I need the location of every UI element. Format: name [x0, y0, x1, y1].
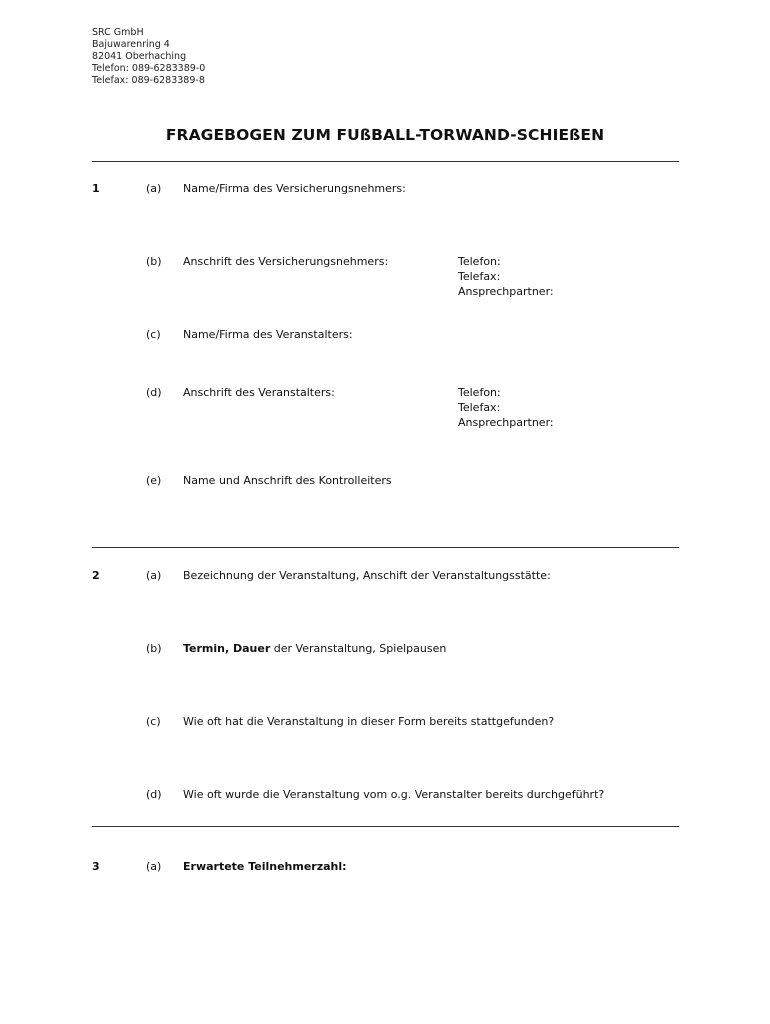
- divider: [92, 161, 679, 162]
- phone-label: Telefon:: [458, 255, 501, 268]
- item-letter: (c): [146, 328, 161, 341]
- question-emphasis: Termin, Dauer: [183, 642, 271, 655]
- page-title: FRAGEBOGEN ZUM FUßBALL-TORWAND-SCHIEßEN: [165, 126, 605, 144]
- divider: [92, 826, 679, 827]
- section-number: 3: [92, 860, 100, 873]
- item-letter: (b): [146, 255, 162, 268]
- company-name: SRC GmbH: [92, 27, 144, 38]
- question-text: Name/Firma des Veranstalters:: [183, 328, 353, 341]
- section-number: 1: [92, 182, 100, 195]
- contact-person-label: Ansprechpartner:: [458, 285, 554, 298]
- question-remainder: der Veranstaltung, Spielpausen: [270, 642, 447, 655]
- item-letter: (a): [146, 569, 162, 582]
- item-letter: (e): [146, 474, 162, 487]
- question-text: Erwartete Teilnehmerzahl:: [183, 860, 347, 873]
- company-city: 82041 Oberhaching: [92, 51, 187, 62]
- item-letter: (d): [146, 386, 162, 399]
- question-text: Wie oft hat die Veranstaltung in dieser Form bereits stattgefunden?: [183, 715, 555, 728]
- question-text: Name und Anschrift des Kontrolleiters: [183, 474, 392, 487]
- contact-person-label: Ansprechpartner:: [458, 416, 554, 429]
- question-text: [183, 641, 446, 656]
- contact-fields: [458, 254, 554, 299]
- question-text: Anschrift des Veranstalters:: [183, 386, 335, 399]
- item-letter: (d): [146, 788, 162, 801]
- question-text: Anschrift des Versicherungsnehmers:: [183, 255, 389, 268]
- divider: [92, 547, 679, 548]
- question-text: Name/Firma des Versicherungsnehmers:: [183, 182, 406, 195]
- company-address: [92, 27, 205, 87]
- company-street: Bajuwarenring 4: [92, 39, 170, 50]
- contact-fields: [458, 385, 554, 430]
- section-number: 2: [92, 569, 100, 582]
- item-letter: (a): [146, 860, 162, 873]
- phone-label: Telefon:: [458, 386, 501, 399]
- item-letter: (c): [146, 715, 161, 728]
- fax-label: Telefax:: [458, 270, 501, 283]
- item-letter: (a): [146, 182, 162, 195]
- company-fax: Telefax: 089-6283389-8: [92, 75, 205, 86]
- question-text: Bezeichnung der Veranstaltung, Anschift der Veranstaltungsstätte:: [183, 569, 551, 582]
- fax-label: Telefax:: [458, 401, 501, 414]
- item-letter: (b): [146, 642, 162, 655]
- question-text: Wie oft wurde die Veranstaltung vom o.g. Veranstalter bereits durchgeführt?: [183, 788, 605, 801]
- company-phone: Telefon: 089-6283389-0: [92, 63, 206, 74]
